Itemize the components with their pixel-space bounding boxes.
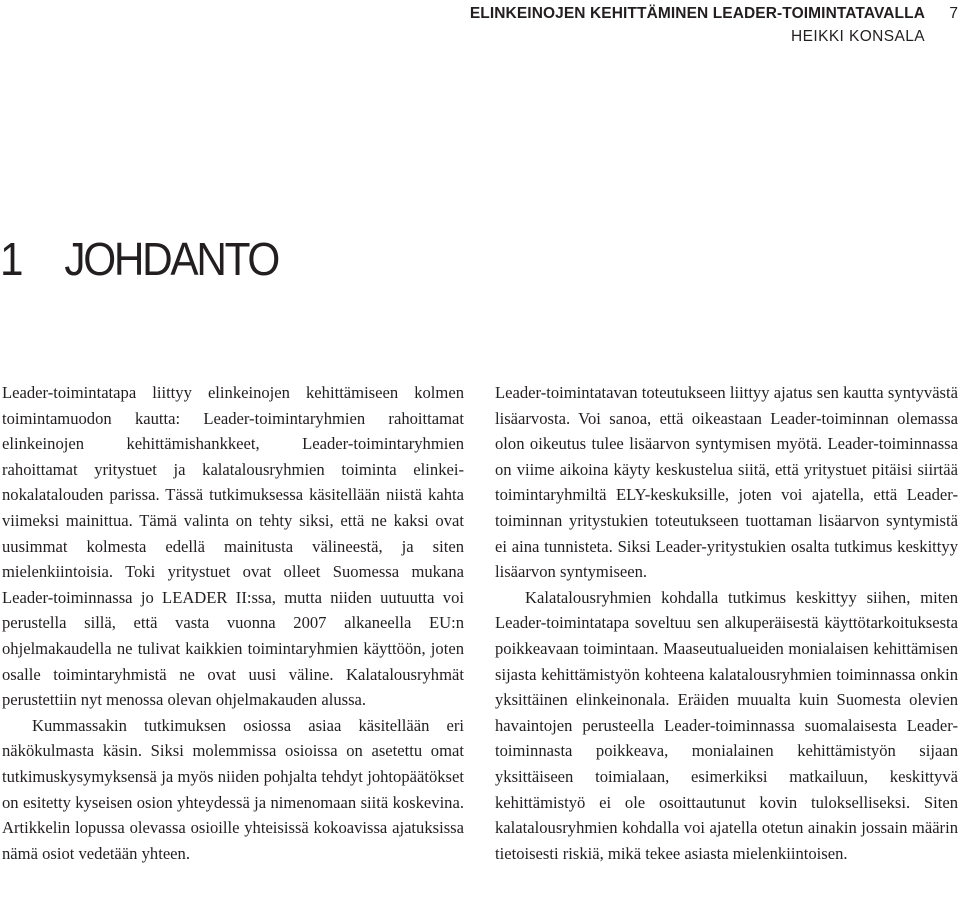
running-head-author: HEIKKI KONSALA bbox=[791, 28, 925, 45]
paragraph: Kalatalousryhmien kohdalla tutkimus keskittyy siihen, miten Leader-toimintatapa soveltuu sen alkuperäisestä käyttötarkoituksesta poikkeavaan toimintaan. Maaseutualueiden monialaisen kehittämisen sijasta kehittämistyön kohteena kalatalousryhmien toiminnassa onkin yksittäinen elinkeinonala. Eräiden muualta kuin Suomesta olevien havaintojen perusteella Leader-toiminnassa suomalaisesta Leader-toiminnasta poikkeava, monialainen kehittämistyön sijaan yksittäiseen toimialaan, esimerkiksi matkailuun, keskittyvä kehittämistyö ei ole osoittautunut kovin tulokselliseksi. Siten kalatalousryhmien kohdalla voi ajatella otetun ainakin jossain määrin tietoisesti riskiä, mikä tekee asiasta mielenkiintoisen. bbox=[495, 587, 958, 863]
left-column bbox=[2, 380, 464, 866]
chapter-number: 1 bbox=[0, 233, 22, 285]
chapter-heading bbox=[0, 229, 278, 289]
running-head-title: ELINKEINOJEN KEHITTÄMINEN LEADER-TOIMINTATAVALLA bbox=[469, 5, 925, 22]
page-number: 7 bbox=[949, 5, 958, 22]
chapter-title: JOHDANTO bbox=[64, 233, 278, 285]
paragraph: Kummassakin tutkimuksen osiossa asiaa käsitellään eri näkökulmasta käsin. Siksi molemmissa osioissa on asetettu omat tutkimuskysymyksensä ja myös niiden pohjalta tehdyt johtopäätökset on esitetty kyseisen osion yhteydessä ja nimenomaan siitä koskevina. Artikkelin lopussa olevassa osioille yhteisissä kokoavissa ajatuksissa nämä osiot vedetään yhteen. bbox=[2, 715, 464, 863]
right-column bbox=[495, 380, 958, 866]
running-head bbox=[470, 2, 925, 48]
paragraph: Leader-toimintatapa liittyy elinkeinojen kehittämiseen kolmen toimintamuodon kautta: Leader-toimintaryhmien rahoittamat elinkeinojen kehittämishankkeet, Leader-toimintaryhmien rahoittamat yritystuet ja kalatalousryhmien toiminta elinkeinokalatalouden parissa. Tässä tutkimuksessa käsitellään niistä kahta viimeksi mainittua. Tämä valinta on tehty siksi, että ne kaksi ovat uusimmat kolmesta edellä mainitusta välineestä, ja siten mielenkiintoisia. Toki yritystuet ovat olleet Suomessa mukana Leader-toiminnassa jo LEADER II:ssa, mutta niiden uutuutta voi perustella sillä, että vasta vuonna 2007 alkaneella EU:n ohjelmakaudella ne tulivat kaikkien toimintaryhmien käyttöön, joten osalle toimintaryhmistä ne ovat uusi väline. Kalatalousryhmät perustettiin nyt menossa olevan ohjelmakauden alussa. bbox=[2, 383, 464, 710]
paragraph: Leader-toimintatavan toteutukseen liittyy ajatus sen kautta syntyvästä lisäarvosta. Voi sanoa, että oikeastaan Leader-toiminnan olemassa olon oikeutus tulee lisäarvon syntymisen myötä. Leader-toiminnassa on viime aikoina käyty keskustelua siitä, että yritystuet pitäisi siirtää toimintaryhmiltä ELY-keskuksille, joten voi ajatella, että Leader-toiminnan yritystukien toteutukseen tuottaman lisäarvon syntymistä ei aina tunnisteta. Siksi Leader-yritystukien osalta tutkimus keskittyy lisäarvon syntymiseen. bbox=[495, 383, 958, 582]
